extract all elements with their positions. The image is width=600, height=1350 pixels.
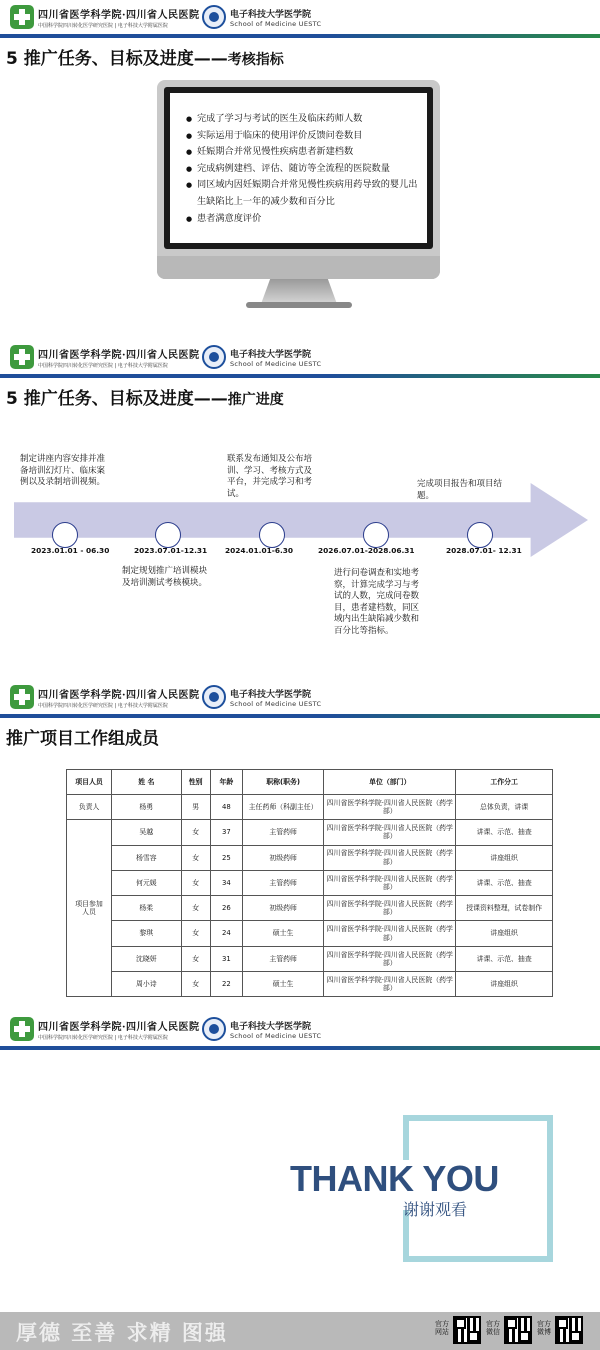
column-header: 职称(职务) [242, 770, 323, 795]
hospital-logo [10, 685, 199, 709]
list-item: ● 实际运用于临床的使用评价反馈问卷数目 [186, 128, 422, 145]
milestone-marker [259, 522, 285, 548]
thank-you-subtitle: 谢谢观看 [403, 1200, 468, 1219]
milestone-date: 2024.01.01-6.30 [225, 546, 294, 555]
list-item: ● 妊娠期合并常见慢性疾病患者新建档数 [186, 144, 422, 161]
seal-icon [202, 1017, 226, 1041]
uestc-logo [202, 345, 321, 369]
name-cell: 黎琪 [112, 921, 181, 946]
header-divider [0, 714, 600, 718]
unit-cell: 四川省医学科学院·四川省人民医院（药学部） [324, 946, 456, 971]
milestone-marker [52, 522, 78, 548]
gender-cell: 女 [181, 845, 210, 870]
table-row [67, 921, 553, 946]
table-row [67, 972, 553, 997]
duty-cell: 总体负责，讲课 [456, 795, 553, 820]
cross-icon [10, 685, 34, 709]
slide-header [0, 340, 600, 374]
milestone-date: 2026.07.01-2028.06.31 [318, 546, 415, 555]
thank-you-heading: THANK YOU [290, 1158, 499, 1199]
list-item: ● 完成了学习与考试的医生及临床药师人数 [186, 111, 422, 128]
title-cell: 初级药师 [242, 845, 323, 870]
milestone-date: 2028.07.01- 12.31 [446, 546, 522, 555]
milestone-text: 进行问卷调查和实地考察，计算完成学习与考试的人数，完成问卷数目，患者建档数，同区域内出生缺陷减少数和百分比等指标。 [334, 568, 420, 636]
slide-title: 5 推广任务、目标及进度——推广进度 [6, 389, 284, 409]
duty-cell: 讲课、示范、抽查 [456, 820, 553, 845]
milestone-text: 联系发布通知及公布培训、学习、考核方式及平台，并完成学习和考试。 [227, 454, 313, 499]
slide-title: 5 推广任务、目标及进度——考核指标 [6, 49, 284, 69]
hospital-subtitle: 中国科学院四川转化医学研究医院 | 电子科技大学附属医院 [38, 1034, 168, 1041]
gender-cell: 女 [181, 972, 210, 997]
name-cell: 吴越 [112, 820, 181, 845]
qr-label: 官方网站 [435, 1320, 449, 1336]
qr-code-icon[interactable] [555, 1316, 583, 1344]
slide-assessment [0, 0, 600, 340]
age-cell: 26 [210, 896, 242, 921]
team-table [66, 769, 553, 997]
table-row [67, 795, 553, 820]
uestc-english: School of Medicine UESTC [230, 19, 322, 28]
unit-cell: 四川省医学科学院·四川省人民医院（药学部） [324, 820, 456, 845]
name-cell: 沈晓妍 [112, 946, 181, 971]
cross-icon [10, 5, 34, 29]
age-cell: 24 [210, 921, 242, 946]
hospital-name: 四川省医学科学院·四川省人民医院 [38, 349, 200, 361]
uestc-logo [202, 1017, 321, 1041]
title-cell: 硕士生 [242, 972, 323, 997]
role-cell: 项目参加人员 [67, 820, 112, 997]
table-header-row [67, 770, 553, 795]
milestone-text: 制定规划推广培训模块及培训测试考核模块。 [122, 566, 208, 588]
gender-cell: 女 [181, 896, 210, 921]
name-cell: 周小诗 [112, 972, 181, 997]
column-header: 单位（部门） [324, 770, 456, 795]
name-cell: 杨柔 [112, 896, 181, 921]
milestone-date: 2023.01.01 - 06.30 [31, 546, 110, 555]
age-cell: 48 [210, 795, 242, 820]
gender-cell: 女 [181, 870, 210, 895]
duty-cell: 讲座组织 [456, 972, 553, 997]
age-cell: 34 [210, 870, 242, 895]
slide-header [0, 0, 600, 34]
table-row [67, 820, 553, 845]
unit-cell: 四川省医学科学院·四川省人民医院（药学部） [324, 845, 456, 870]
uestc-logo [202, 685, 321, 709]
qr-label: 官方微博 [537, 1320, 551, 1336]
title-cell: 主任药师（科副主任） [242, 795, 323, 820]
monitor-graphic [157, 80, 440, 279]
hospital-name: 四川省医学科学院·四川省人民医院 [38, 1021, 200, 1033]
hospital-name: 四川省医学科学院·四川省人民医院 [38, 689, 200, 701]
list-item: ● 完成病例建档、评估、随访等全流程的医院数量 [186, 161, 422, 178]
hospital-logo [10, 1017, 199, 1041]
column-header: 年龄 [210, 770, 242, 795]
hospital-logo [10, 345, 199, 369]
unit-cell: 四川省医学科学院·四川省人民医院（药学部） [324, 870, 456, 895]
cross-icon [10, 345, 34, 369]
header-divider [0, 34, 600, 38]
column-header: 工作分工 [456, 770, 553, 795]
gender-cell: 男 [181, 795, 210, 820]
uestc-english: School of Medicine UESTC [230, 699, 322, 708]
duty-cell: 讲座组织 [456, 921, 553, 946]
unit-cell: 四川省医学科学院·四川省人民医院（药学部） [324, 795, 456, 820]
name-cell: 何元媛 [112, 870, 181, 895]
gender-cell: 女 [181, 921, 210, 946]
seal-icon [202, 345, 226, 369]
monitor-screen [164, 87, 433, 249]
uestc-logo [202, 5, 321, 29]
list-item: ● 同区域内因妊娠期合并常见慢性疾病用药导致的婴儿出生缺陷比上一年的减少数和百分比 [186, 177, 422, 210]
duty-cell: 授课资料整理，试卷制作 [456, 896, 553, 921]
slide-title: 推广项目工作组成员 [6, 729, 159, 749]
footer-bar [0, 1312, 600, 1350]
seal-icon [202, 685, 226, 709]
milestone-text: 完成项目报告和项目结题。 [417, 479, 503, 501]
hospital-name: 四川省医学科学院·四川省人民医院 [38, 9, 200, 21]
column-header: 项目人员 [67, 770, 112, 795]
slide-header [0, 680, 600, 714]
title-cell: 硕士生 [242, 921, 323, 946]
age-cell: 25 [210, 845, 242, 870]
role-cell: 负责人 [67, 795, 112, 820]
qr-code-icon[interactable] [504, 1316, 532, 1344]
list-item: ● 患者满意度评价 [186, 211, 422, 228]
slide-header [0, 1012, 600, 1046]
monitor-stand [261, 279, 337, 304]
name-cell: 杨勇 [112, 795, 181, 820]
milestone-marker [363, 522, 389, 548]
hospital-logo [10, 5, 199, 29]
header-divider [0, 374, 600, 378]
duty-cell: 讲座组织 [456, 845, 553, 870]
title-cell: 主管药师 [242, 946, 323, 971]
milestone-marker [155, 522, 181, 548]
unit-cell: 四川省医学科学院·四川省人民医院（药学部） [324, 921, 456, 946]
gender-cell: 女 [181, 820, 210, 845]
title-cell: 主管药师 [242, 870, 323, 895]
column-header: 姓 名 [112, 770, 181, 795]
table-row [67, 845, 553, 870]
name-cell: 杨雪容 [112, 845, 181, 870]
hospital-subtitle: 中国科学院四川转化医学研究医院 | 电子科技大学附属医院 [38, 22, 168, 29]
title-cell: 主管药师 [242, 820, 323, 845]
uestc-name: 电子科技大学医学院 [230, 689, 312, 700]
milestone-date: 2023.07.01-12.31 [134, 546, 208, 555]
qr-label: 官方微信 [486, 1320, 500, 1336]
unit-cell: 四川省医学科学院·四川省人民医院（药学部） [324, 972, 456, 997]
table-row [67, 946, 553, 971]
unit-cell: 四川省医学科学院·四川省人民医院（药学部） [324, 896, 456, 921]
uestc-name: 电子科技大学医学院 [230, 9, 312, 20]
milestone-marker [467, 522, 493, 548]
milestone-text: 制定讲座内容安排并准备培训幻灯片、临床案例以及录制培训视频。 [20, 454, 106, 488]
duty-cell: 讲课、示范、抽查 [456, 870, 553, 895]
header-divider [0, 1046, 600, 1050]
table-row [67, 896, 553, 921]
motto-text: 厚德 至善 求精 图强 [16, 1320, 228, 1345]
table-row [67, 870, 553, 895]
age-cell: 22 [210, 972, 242, 997]
uestc-english: School of Medicine UESTC [230, 359, 322, 368]
column-header: 性别 [181, 770, 210, 795]
seal-icon [202, 5, 226, 29]
hospital-subtitle: 中国科学院四川转化医学研究医院 | 电子科技大学附属医院 [38, 362, 168, 369]
cross-icon [10, 1017, 34, 1041]
hospital-subtitle: 中国科学院四川转化医学研究医院 | 电子科技大学附属医院 [38, 702, 168, 709]
uestc-name: 电子科技大学医学院 [230, 1021, 312, 1032]
duty-cell: 讲课、示范、抽查 [456, 946, 553, 971]
gender-cell: 女 [181, 946, 210, 971]
uestc-english: School of Medicine UESTC [230, 1031, 322, 1040]
title-cell: 初级药师 [242, 896, 323, 921]
uestc-name: 电子科技大学医学院 [230, 349, 312, 360]
age-cell: 37 [210, 820, 242, 845]
age-cell: 31 [210, 946, 242, 971]
monitor-foot [246, 302, 352, 308]
qr-code-icon[interactable] [453, 1316, 481, 1344]
assessment-list [186, 111, 422, 227]
